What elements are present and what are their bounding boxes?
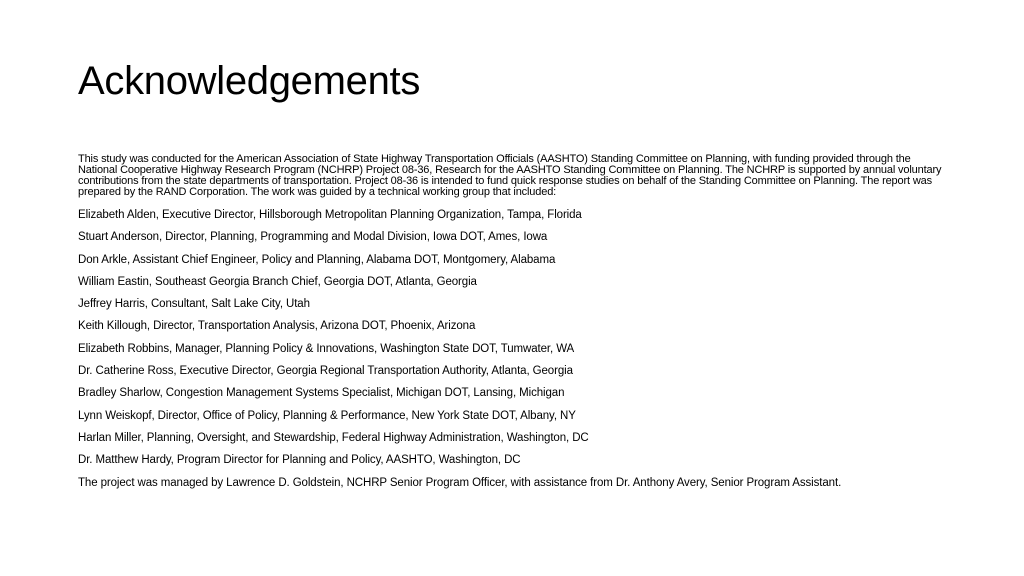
working-group-member: Don Arkle, Assistant Chief Engineer, Policy and Planning, Alabama DOT, Montgomery, Alabama [78, 253, 556, 266]
working-group-member: Bradley Sharlow, Congestion Management Systems Specialist, Michigan DOT, Lansing, Michigan [78, 387, 565, 400]
working-group-list [78, 204, 944, 472]
working-group-member: William Eastin, Southeast Georgia Branch Chief, Georgia DOT, Atlanta, Georgia [78, 275, 477, 288]
working-group-member: Lynn Weiskopf, Director, Office of Policy, Planning & Performance, New York State DOT, Albany, NY [78, 409, 576, 422]
working-group-member: Jeffrey Harris, Consultant, Salt Lake City, Utah [78, 298, 310, 311]
working-group-member: Dr. Matthew Hardy, Program Director for Planning and Policy, AASHTO, Washington, DC [78, 454, 521, 467]
intro-paragraph: This study was conducted for the American Association of State Highway Transportation Officials (AASHTO) Standing Committee on Planning, with funding provided through the National Cooperative Highway Research Program (NCHRP) Project 08-36, Research for the AASHTO Standing Committee on Planning. The NCHRP is supported by annual voluntary contributions from the state departments of transportation. Project 08-36 is intended to fund quick response studies on behalf of the Standing Committee on Planning. The report was prepared by the RAND Corporation. The work was guided by a technical working group that included: [78, 153, 942, 198]
slide-body [78, 154, 944, 494]
working-group-member: Stuart Anderson, Director, Planning, Programming and Modal Division, Iowa DOT, Ames, Iowa [78, 231, 548, 244]
slide-title: Acknowledgements [78, 59, 421, 103]
working-group-member: Elizabeth Alden, Executive Director, Hillsborough Metropolitan Planning Organization, Tampa, Florida [78, 209, 582, 221]
working-group-member: Harlan Miller, Planning, Oversight, and Stewardship, Federal Highway Administration, Washington, DC [78, 431, 589, 444]
working-group-member: Elizabeth Robbins, Manager, Planning Policy & Innovations, Washington State DOT, Tumwater, WA [78, 342, 575, 355]
closing-paragraph: The project was managed by Lawrence D. Goldstein, NCHRP Senior Program Officer, with assistance from Dr. Anthony Avery, Senior Program Assistant. [78, 476, 842, 489]
working-group-member: Keith Killough, Director, Transportation Analysis, Arizona DOT, Phoenix, Arizona [78, 320, 476, 333]
working-group-member: Dr. Catherine Ross, Executive Director, Georgia Regional Transportation Authority, Atlanta, Georgia [78, 365, 573, 378]
